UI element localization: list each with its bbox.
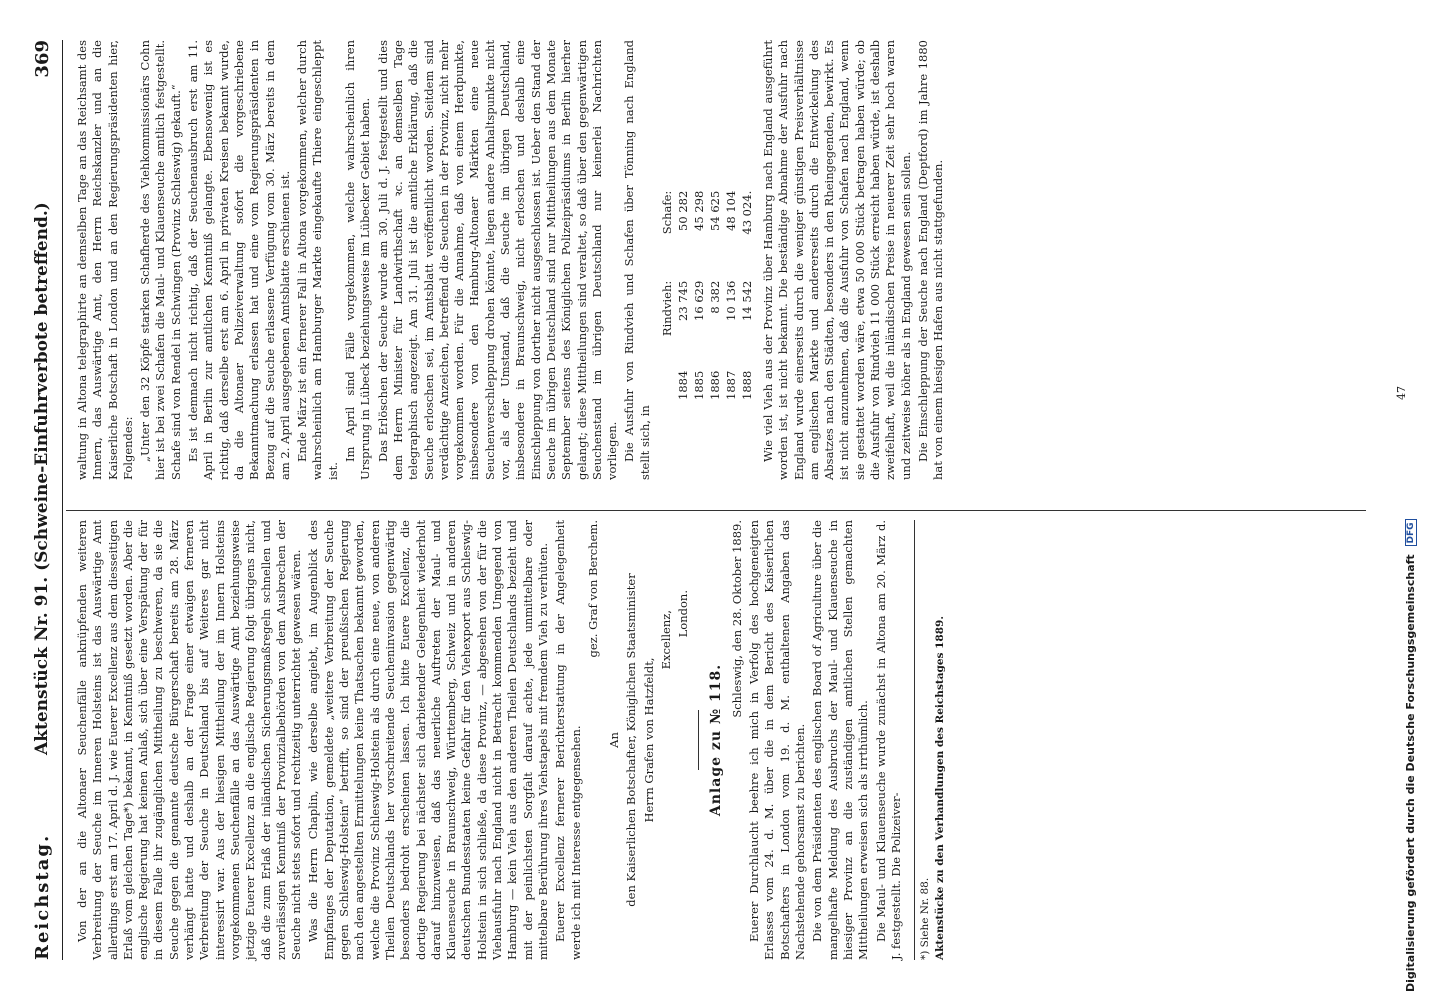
header-subtitle: (Schweine-Einfuhrverbote betreffend.) xyxy=(32,202,52,571)
paragraph: Es ist demnach nicht richtig, daß der Seuchenausbruch erst am 11. April in Berlin zur amtlichen Kenntniß gelangte. Ebensowenig ist es richtig, daß derselbe erst am 6. April in privaten Kreisen bekannt wurde, da die Altonaer Polizeiverwaltung sofort die vorgeschriebene Bekanntmachung erlassen hat und eine vom Regierungspräsidenten in Bezug auf die Seuche erlassene Verfügung vom 30. März bereits in dem am 2. April ausgegebenen Amtsblatte erschienen ist. xyxy=(186,40,292,480)
cattle-cell: 14 542 xyxy=(739,280,754,321)
year-cell: 1884 xyxy=(675,370,690,400)
table-header-cell: Rindvieh: xyxy=(659,280,674,337)
page-header xyxy=(28,40,58,960)
sheep-cell: 54 625 xyxy=(707,190,722,231)
paragraph: Von der an die Altonaer Seuchenfälle anknüpfenden weiteren Verbreitung der Seuche im Inneren Holsteins ist das Auswärtige Amt allerdings erst am 17. April d. J. wie Euerer Excellenz aus dem diesseitigen Erlaß vom gleichen Tage*) bekannt, in Kenntniß gesetzt worden. Aber die englische Regierung hat keinen Anlaß, sich über eine Verspätung der für in diesem Falle ihr zugänglichen Mittheilung zu beschweren, da sie die Seuche gegen die genannte deutsche Bürgerschaft bereits am 28. März verhängt hatte und deshalb an der Frage einer etwaigen ferneren Verbreitung der Seuche in Deutschland bis auf Weiteres gar nicht interessirt war. Aus der hiesigen Mittheilung der im Innern Holsteins vorgekommenen Seuchenfälle an das Auswärtige Amt beziehungsweise jetzige Euerer Excellenz an die englische Regierung folgt übrigens nicht, daß die zum Erlaß der inländischen Sicherungsmaßregeln schnellen und zuverlässigen Kenntniß der Provinzialbehörden von dem Ausbrechen der Seuche nicht stets sofort und rechtzeitig unterrichtet gewesen wären. xyxy=(75,520,304,960)
column-left xyxy=(75,520,1375,960)
addressee-to: An xyxy=(607,732,622,748)
table-header-cell: Schafe: xyxy=(659,190,674,235)
paragraph: waltung in Altona telegraphirte an demselben Tage an das Reichsamt des Innern, das Auswärtige Amt, den Herrn Reichskanzler und an die Kaiserliche Botschaft in London und an den Regierungspräsidenten hier, Folgendes: xyxy=(75,40,135,480)
anlage-place-date: Schleswig, den 28. Oktober 1889. xyxy=(729,520,744,718)
footnote: *) Siehe Nr. 88. xyxy=(919,877,932,960)
cattle-cell: 8 382 xyxy=(707,280,722,314)
paragraph: Euerer Excellenz fernerer Berichterstattung in der Angelegenheit werde ich mit Interesse entgegensehen. xyxy=(553,520,583,960)
dfg-logo-icon: DFG xyxy=(1405,519,1417,546)
digitization-credit xyxy=(1404,519,1417,992)
table-row xyxy=(691,181,707,410)
addressee-place: London. xyxy=(676,590,691,638)
year-cell: 1888 xyxy=(739,370,754,400)
anlage-title: Anlage zu № 118. xyxy=(707,663,724,817)
addressee-name: Herrn Grafen von Hatzfeldt, xyxy=(641,657,656,823)
credit-text: Digitalisierung gefördert durch die Deutsche Forschungsgemeinschaft xyxy=(1404,554,1417,992)
cattle-cell: 23 745 xyxy=(675,280,690,321)
table-row xyxy=(739,181,755,410)
paragraph: Die von dem Präsidenten des englischen Board of Agriculture über die mangelhafte Meldung des Ausbruchs der Maul- und Klauenseuche in hiesiger Provinz an die zuständigen amtlichen Stellen gemachten Mittheilungen erweisen sich als irrthümlich. xyxy=(810,520,871,960)
cattle-cell: 10 136 xyxy=(723,280,738,321)
table-header-row xyxy=(659,181,675,410)
quote: „Unter den 32 Köpfe starken Schafherde des Viehkommissionärs Cohn hier ist bei zwei Schafen die Maul- und Klauenseuche amtlich festgestellt. Schafe sind von Rendel in Schwingen (Provinz Schleswig) gekauft.“ xyxy=(138,40,183,480)
signature: gez. Graf von Berchem. xyxy=(585,520,600,658)
paragraph: Euerer Durchlaucht beehre ich mich in Verfolg des hochgeneigten Erlasses vom 24. d. M. über die in dem Bericht des Kaiserlichen Botschafters in London vom 19. d. M. enthaltenen Angaben das Nachstehende gehorsamst zu berichten. xyxy=(747,520,808,960)
year-cell: 1887 xyxy=(723,370,738,400)
header-left: Reichstag. xyxy=(32,833,53,960)
footer-page-number: 47 xyxy=(1395,386,1408,400)
paragraph: Das Erlöschen der Seuche wurde am 30. Juli d. J. festgestellt und dies dem Herrn Minister für Landwirthschaft ꝛc. an demselben Tage telegraphisch angezeigt. Am 31. Juli ist die amtliche Erklärung, daß die Seuche erloschen sei, im Amtsblatt veröffentlicht worden. Seitdem sind verdächtige Anzeichen, betreffend die Seuchen in der Provinz, nicht mehr vorgekommen worden. Für die Annahme, daß von einem Herdpunkte, insbesondere von den Hamburg-Altonaer Märkten eine neue Seuchenverschleppung drohen könnte, liegen andere Anhaltspunkte nicht vor, als der Umstand, daß die Seuche im übrigen Deutschland, insbesondere in Braunschweig, nicht erloschen und deshalb eine Einschleppung von dorther nicht ausgeschlossen ist. Ueber den Stand der Seuche im übrigen Deutschland sind nur Mittheilungen aus dem Monate September seitens des Königlichen Polizeipräsidiums in Berlin hierher gelangt; diese Mittheilungen sind veraltet, so daß über den gegenwärtigen Seuchenstand im übrigen Deutschland nur keinerlei Nachrichten vorliegen. xyxy=(375,40,620,480)
paragraph: Die Einschleppung der Seuche nach England (Deptford) im Jahre 1880 hat von einem hiesigen Hafen aus nicht stattgefunden. xyxy=(915,40,946,480)
paragraph: Wie viel Vieh aus der Provinz über Hamburg nach England ausgeführt worden ist, ist nicht bekannt. Die beständige Abnahme der Ausfuhr nach England wurde einerseits durch die weniger günstigen Preisverhältnisse am englischen Markte und andererseits durch die Entwickelung des Absatzes nach den Städten, besonders in den Rheingegenden, bewirkt. Es ist nicht anzunehmen, daß die Ausfuhr von Schafen nach England, wenn sie gestattet worden wäre, etwa 50 000 Stück betragen haben würde; ob die Ausfuhr von Rindvieh 11 000 Stück erreicht haben würde, ist deshalb zweifelhaft, weil die inländischen Preise in neuerer Zeit sehr hoch waren und zeitweise höher als in England gewesen sein sollen. xyxy=(760,40,913,480)
column-right xyxy=(75,40,1375,480)
cattle-cell: 16 629 xyxy=(691,280,706,321)
table-row xyxy=(723,181,739,410)
separator xyxy=(698,710,699,770)
sheep-cell: 50 282 xyxy=(675,190,690,231)
footer-title: Aktenstücke zu den Verhandlungen des Reichstages 1889. xyxy=(934,616,947,960)
paragraph: Die Maul- und Klauenseuche wurde zunächst in Altona am 20. März d. J. festgestellt. Die Polizeiver- xyxy=(873,520,903,960)
table-row xyxy=(675,181,691,410)
year-cell: 1886 xyxy=(707,370,722,400)
header-rule xyxy=(62,40,63,960)
header-title: Aktenstück Nr. 91. xyxy=(32,576,52,755)
addressee-title: Excellenz, xyxy=(658,610,673,670)
paragraph: Im April sind Fälle vorgekommen, welche wahrscheinlich ihren Ursprung in Lübeck beziehungsweise im Lübecker Gebiet haben. xyxy=(343,40,373,480)
header-center xyxy=(32,202,52,755)
year-cell: 1885 xyxy=(691,370,706,400)
paragraph: Die Ausfuhr von Rindvieh und Schafen über Tönning nach England stellt sich, in xyxy=(622,40,652,480)
export-table xyxy=(659,181,755,410)
sheep-cell: 45 298 xyxy=(691,190,706,231)
paragraph: Was die Herrn Chaplin, wie derselbe angiebt, im Augenblick des Empfanges der Deputation, gemeldete „weitere Verbreitung der Seuche gegen Schleswig-Holstein“ betrifft, so sind der preußischen Regierung nach den angestellten Ermittelungen keine Thatsachen bekannt geworden, welche die Provinz Schleswig-Holstein als durch eine neue, von anderen Theilen Deutschlands her vorschreitende Seucheninvasion gegenwärtig besonders bedroht erscheinen lassen. Ich bitte Euere Excellenz, die dortige Regierung bei nächster sich darbietender Gelegenheit wiederholt darauf hinzuweisen, daß das neuerliche Auftreten der Maul- und Klauenseuche in Braunschweig, Württemberg, Schweiz und in anderen deutschen Bundesstaaten keine Gefahr für den Viehexport aus Schleswig-Holstein in sich schließe, da diese Provinz, — abgesehen von der für die Viehausfuhr nach England nicht in Betracht kommenden Umgegend von Hamburg — kein Vieh aus den anderen Theilen Deutschlands bezieht und mit der peinlichsten Sorgfalt darauf achte, jede unmittelbare oder mittelbare Berührung ihres Viehstapels mit fremdem Vieh zu verhüten. xyxy=(306,520,550,960)
column-divider xyxy=(66,510,1366,511)
page-number: 369 xyxy=(32,40,53,78)
table-header-cell xyxy=(659,361,675,410)
addressee-line: den Kaiserlichen Botschafter, Königlichen Staatsminister xyxy=(624,573,639,907)
table-row xyxy=(707,181,723,410)
paragraph: Ende März ist ein fernerer Fall in Altona vorgekommen, welcher durch wahrscheinlich am Hamburger Markte eingekaufte Thiere eingeschleppt ist. xyxy=(295,40,340,480)
sheep-cell: 43 024. xyxy=(739,190,754,235)
sheep-cell: 48 104 xyxy=(723,190,738,231)
footnotes xyxy=(914,520,949,960)
